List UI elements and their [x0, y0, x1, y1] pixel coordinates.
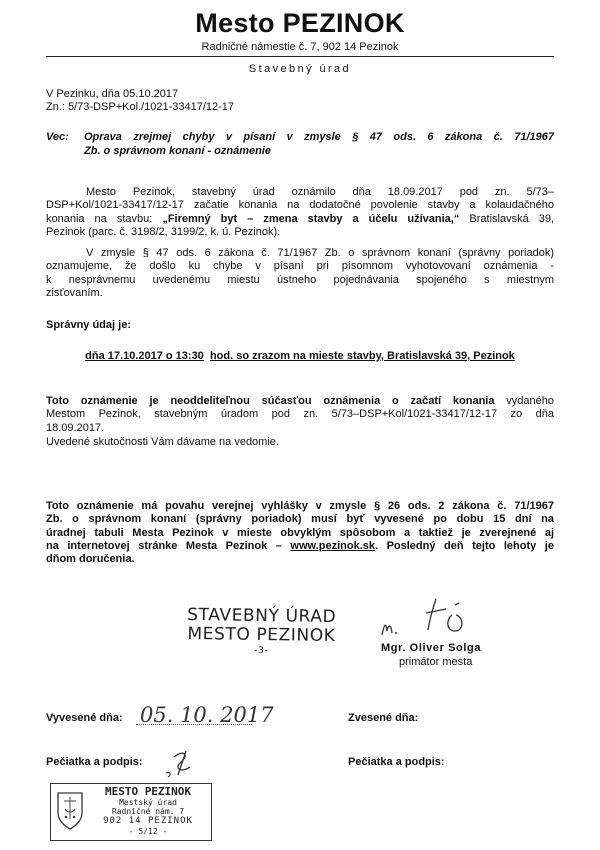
paragraph-5	[46, 500, 554, 566]
coat-of-arms-icon	[55, 789, 85, 833]
city-stamp-line-5: - 5/12 -	[128, 827, 168, 836]
p3-line-1	[46, 395, 554, 408]
p1-line-3a: konania na stavbu:	[46, 212, 163, 225]
p5-line-4a: na internetovej stránke Mesta Pezinok –	[46, 539, 291, 552]
address-line: Radničné námestie č. 7, 902 14 Pezinok	[201, 41, 399, 53]
p2-line-1: V zmysle § 47 ods. 6 zákona č. 71/1967 Zb. o správnom konaní (správny poriadok)	[86, 247, 554, 259]
seal-signature-label-left: Pečiatka a podpis:	[46, 756, 143, 768]
p5-line-2: Zb. o správnom konaní (správny poriadok) musí byť vyvesené po dobu 15 dní na	[46, 513, 554, 526]
p5-line-1: Toto oznámenie má povahu verejnej vyhlášky v zmysle § 26 ods. 2 zákona č. 71/1967	[46, 500, 554, 512]
correct-data-label: Správny údaj je:	[46, 319, 131, 331]
paragraph-4: Uvedené skutočnosti Vám dávame na vedomie.	[46, 436, 279, 448]
p2-line-3: k nesprávnemu uvedenému miestu ústneho pojednávania spojeného s miestnym	[46, 273, 554, 286]
header-divider	[46, 56, 554, 57]
p1-line-3	[46, 213, 554, 226]
paragraph-3	[46, 395, 554, 435]
mayor-name: Mgr. Oliver Solga	[381, 642, 482, 654]
city-stamp-line-2: Mestský úrad	[119, 798, 177, 807]
city-stamp-line-4: 902 14 PEZINOK	[103, 816, 193, 826]
office-stamp-line-1: STAVEBNÝ ÚRAD	[187, 604, 337, 628]
subject-label: Vec:	[46, 131, 69, 143]
p3-line-1a: Toto oznámenie je neoddeliteľnou súčasťou oznámenia o začatí konania	[46, 395, 495, 407]
p2-line-4: zisťovaním.	[46, 286, 103, 299]
correct-place: hod. so zrazom na mieste stavby, Bratislavská 39, Pezinok	[209, 350, 515, 362]
paragraph-1	[46, 186, 554, 239]
clerk-signature	[160, 745, 220, 781]
p1-line-2: DSP+Kol/1021-33417/12-17 začatie konania na dodatočné povolenie stavby a kolaudačného	[46, 199, 554, 212]
p1-line-3c: Bratislavská 39,	[459, 212, 555, 225]
posted-date-handwritten: 05. 10. 2017	[140, 703, 274, 727]
posted-date-line	[136, 724, 252, 725]
removed-label: Zvesené dňa:	[348, 712, 419, 724]
project-name: „Firemný byt – zmena stavby a účelu užívania,“	[162, 212, 460, 225]
p5-line-4	[46, 540, 554, 553]
mayor-role: primátor mesta	[399, 656, 473, 668]
office-name: Stavebný úrad	[248, 63, 352, 75]
office-stamp-line-2: MESTO PEZINOK	[187, 623, 336, 647]
city-stamp-line-1: MESTO PEZINOK	[104, 785, 192, 798]
p5-line-3: úradnej tabuli Mesta Pezinok v mieste obvyklým spôsobom a taktiež je zverejnené aj	[46, 526, 554, 539]
p1-line-1: Mesto Pezinok, stavebný úrad oznámilo dňa 18.09.2017 pod zn. 5/73–	[86, 186, 554, 198]
p3-line-1b: vydaného	[494, 395, 554, 407]
seal-signature-label-right: Pečiatka a podpis:	[348, 756, 445, 768]
office-stamp-number: -3-	[254, 645, 269, 657]
subject-line-1: Oprava zrejmej chyby v písaní v zmysle § 47 ods. 6 zákona č. 71/1967	[84, 131, 554, 143]
posted-label: Vyvesené dňa:	[46, 712, 123, 724]
correct-data-line	[50, 350, 550, 363]
correct-date-time: dňa 17.10.2017 o 13:30	[85, 350, 204, 362]
city-stamp-line-3: Radničné nám. 7	[111, 807, 185, 816]
website-link[interactable]: www.pezinok.sk	[290, 539, 375, 552]
reference-number: Zn.: 5/73-DSP+Kol./1021-33417/12-17	[46, 101, 235, 113]
mayor-signature	[360, 595, 500, 645]
p3-line-3: 18.09.2017.	[46, 421, 105, 434]
paragraph-2	[46, 247, 554, 300]
subject-text	[84, 131, 554, 158]
subject-line-2: Zb. o správnom konaní - oznámenie	[84, 144, 272, 157]
p5-line-5: dňom doručenia.	[46, 553, 135, 566]
p5-line-4b: . Posledný deň tejto lehoty je	[374, 539, 554, 552]
place-date: V Pezinku, dňa 05.10.2017	[46, 88, 179, 100]
city-stamp	[50, 783, 212, 841]
p1-line-4: Pezinok (parc. č. 3198/2, 3199/2, k. ú. Pezinok).	[46, 225, 281, 238]
p2-line-2: oznamujeme, že došlo ku chybe v písaní pri písomnom vyhotovovaní oznámenia -	[46, 260, 554, 273]
page-title: Mesto PEZINOK	[195, 8, 405, 38]
office-stamp	[187, 606, 337, 658]
p3-line-2: Mestom Pezinok, stavebným úradom pod zn. 5/73–DSP+Kol/1021-33417/12-17 zo dňa	[46, 408, 554, 421]
